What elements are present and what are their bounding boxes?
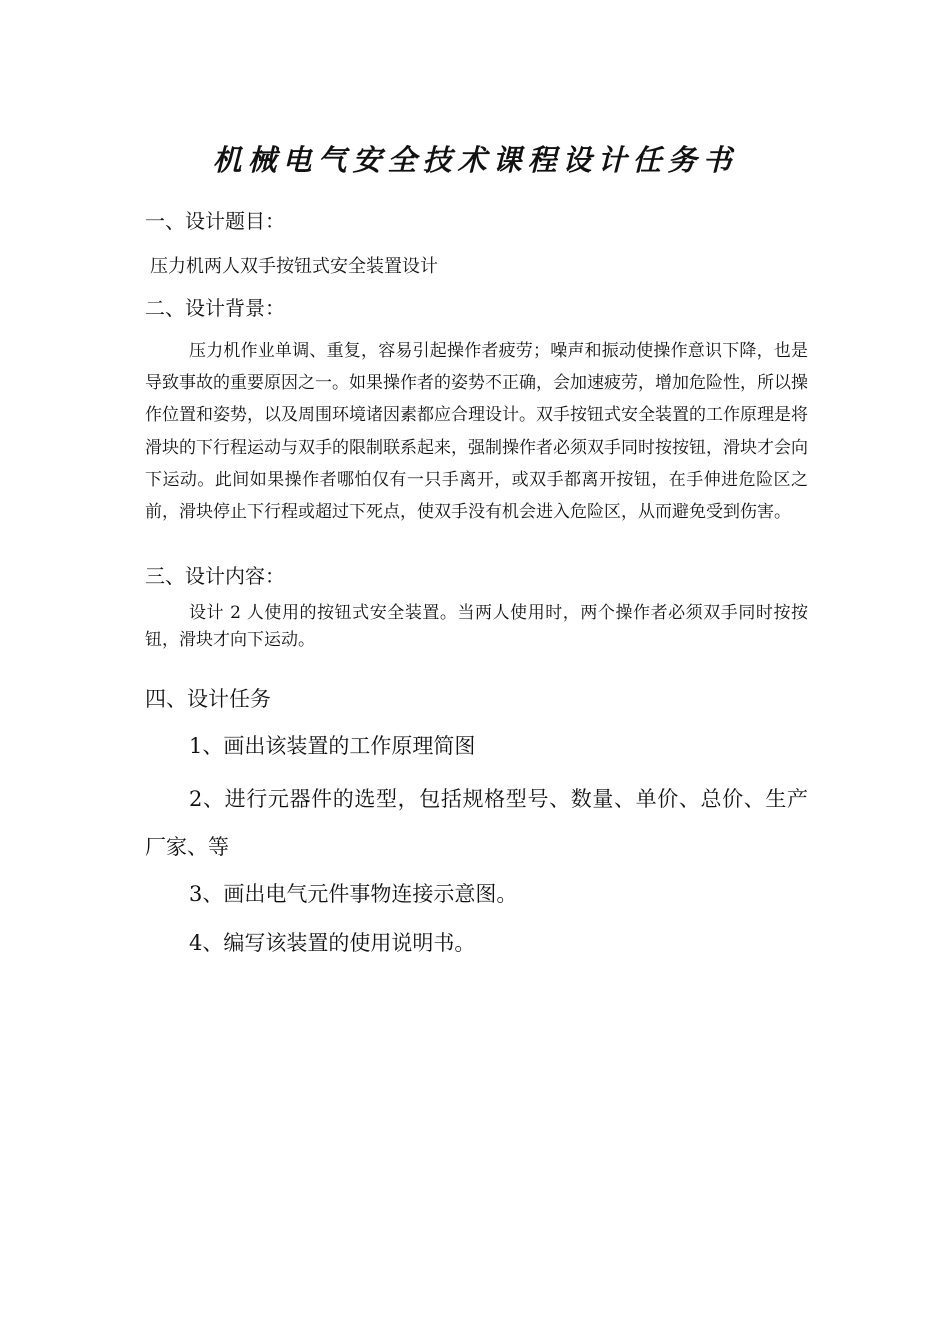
section-heading-tasks: 四、设计任务: [145, 687, 271, 711]
section-heading-topic: 一、设计题目：: [145, 209, 285, 233]
content-paragraph: 设计 2 人使用的按钮式安全装置。当两人使用时，两个操作者必须双手同时按按钮，滑块才向下运动。: [145, 603, 808, 650]
task-item-4: 4、编写该装置的使用说明书。: [189, 931, 476, 955]
section-heading-background: 二、设计背景：: [145, 296, 285, 320]
task-item-2: 2、进行元器件的选型，包括规格型号、数量、单价、总价、生产厂家、等: [145, 787, 808, 859]
task-item-1: 1、画出该装置的工作原理简图: [189, 734, 476, 758]
section-heading-content: 三、设计内容：: [145, 564, 285, 588]
background-paragraph: 压力机作业单调、重复，容易引起操作者疲劳；噪声和振动使操作意识下降，也是导致事故的重要原因之一。如果操作者的姿势不正确，会加速疲劳，增加危险性，所以操作位置和姿势，以及周围环境诸因素都应合理设计。双手按钮式安全装置的工作原理是将滑块的下行程运动与双手的限制联系起来，强制操作者必须双手同时按按钮，滑块才会向下运动。此间如果操作者哪怕仅有一只手离开，或双手都离开按钮，在手伸进危险区之前，滑块停止下行程或超过下死点，使双手没有机会进入危险区，从而避免受到伤害。: [145, 341, 808, 523]
document-title: 机械电气安全技术课程设计任务书: [212, 143, 738, 177]
design-topic-text: 压力机两人双手按钮式安全装置设计: [150, 256, 438, 277]
task-item-3: 3、画出电气元件事物连接示意图。: [189, 882, 518, 906]
